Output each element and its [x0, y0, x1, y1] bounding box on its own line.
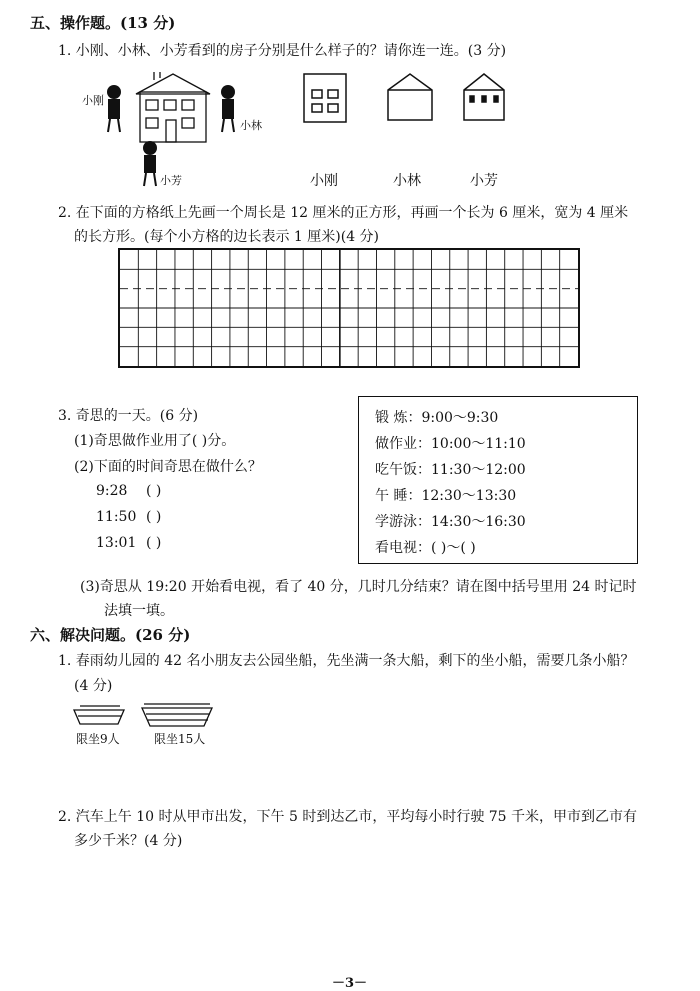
- answer-label-2: 小林: [393, 173, 421, 189]
- q2-line2: 的长方形。(每个小方格的边长表示 1 厘米)(4 分): [74, 229, 380, 245]
- schedule-row: 吃午饭：11:30～12:00: [375, 462, 526, 478]
- s6-q1-line2: (4 分): [74, 678, 113, 694]
- house-view-side-icon: [464, 74, 504, 120]
- s6-q2-line2: 多少千米？(4 分): [74, 833, 183, 849]
- q3-sub3-line1: (3)奇思从 19:20 开始看电视，看了 40 分，几时几分结束？请在图中括号里用 24 时记时: [80, 579, 637, 595]
- q3-sub1: (1)奇思做作业用了( )分。: [74, 433, 236, 449]
- section6-title: 六、解决问题。(26 分): [30, 626, 191, 644]
- page-number: －3－: [332, 976, 368, 991]
- time-1-blank[interactable]: ( ): [146, 483, 162, 499]
- s6-q2-line1: 2. 汽车上午 10 时从甲市出发，下午 5 时到达乙市，平均每小时行驶 75 千米，甲市到乙市有: [58, 809, 638, 825]
- schedule-row: 锻 炼：9:00～9:30: [375, 410, 499, 426]
- s6-q1-line1: 1. 春雨幼儿园的 42 名小朋友去公园坐船，先坐满一条大船，剩下的坐小船，需要几条小船？: [58, 653, 635, 669]
- schedule-row: 做作业：10:00～11:10: [375, 436, 526, 452]
- q1-text: 1. 小刚、小林、小芳看到的房子分别是什么样子的？请你连一连。(3 分): [58, 43, 507, 59]
- girl-xiaofang-icon: [143, 141, 157, 186]
- answer-label-1: 小刚: [310, 173, 338, 189]
- time-2: 11:50: [96, 509, 137, 525]
- q3-title: 3. 奇思的一天。(6 分): [58, 408, 199, 424]
- small-boat-label: 限坐9人: [76, 732, 120, 746]
- boy-xiaolin-icon: [221, 85, 235, 132]
- time-3: 13:01: [96, 535, 137, 551]
- house-views: [300, 70, 510, 126]
- q2-line1: 2. 在下面的方格纸上先画一个周长是 12 厘米的正方形，再画一个长为 6 厘米，宽为 4 厘米: [58, 205, 629, 221]
- time-3-blank[interactable]: ( ): [146, 535, 162, 551]
- schedule-box: [358, 396, 638, 564]
- house-view-plain-icon: [388, 74, 432, 120]
- boats-illustration: [70, 702, 220, 730]
- large-boat-icon: [142, 704, 212, 726]
- label-xiaofang: 小芳: [160, 174, 182, 187]
- schedule-row: 午 睡：12:30～13:30: [375, 488, 517, 504]
- schedule-row: 学游泳：14:30～16:30: [375, 514, 526, 530]
- boy-xiaogang-icon: [107, 85, 121, 132]
- house-view-front-icon: [304, 74, 346, 122]
- time-2-blank[interactable]: ( ): [146, 509, 162, 525]
- answer-label-3: 小芳: [470, 173, 498, 189]
- square-grid-paper[interactable]: [118, 248, 580, 368]
- big-house-icon: [136, 72, 210, 142]
- label-xiaogang: 小刚: [82, 94, 104, 107]
- q3-sub3-line2: 法填一填。: [104, 603, 174, 619]
- small-boat-icon: [74, 706, 124, 724]
- large-boat-label: 限坐15人: [154, 732, 206, 746]
- label-xiaolin: 小林: [240, 119, 262, 132]
- schedule-row-tv[interactable]: 看电视：( )～( ): [375, 540, 476, 556]
- time-1: 9:28: [96, 483, 128, 499]
- q3-sub2: (2)下面的时间奇思在做什么？: [74, 459, 262, 475]
- section5-title: 五、操作题。(13 分): [30, 14, 176, 32]
